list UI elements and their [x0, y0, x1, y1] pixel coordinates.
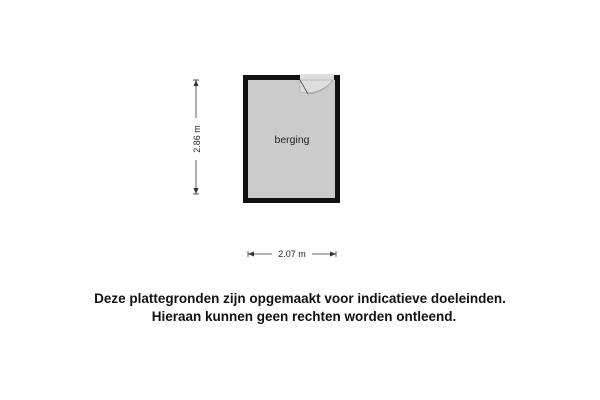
room-berging: [243, 74, 340, 203]
width-dimension-label: 2.07 m: [278, 249, 306, 259]
disclaimer: [0, 290, 600, 326]
disclaimer-line-1: Deze plattegronden zijn opgemaakt voor indicatieve doeleinden.: [94, 291, 506, 306]
height-dimension-label: 2.86 m: [192, 125, 202, 153]
room-label: berging: [274, 134, 310, 146]
height-dimension: [189, 80, 203, 194]
disclaimer-line-2: Hieraan kunnen geen rechten worden ontleend.: [151, 309, 457, 324]
width-dimension: [248, 247, 336, 261]
